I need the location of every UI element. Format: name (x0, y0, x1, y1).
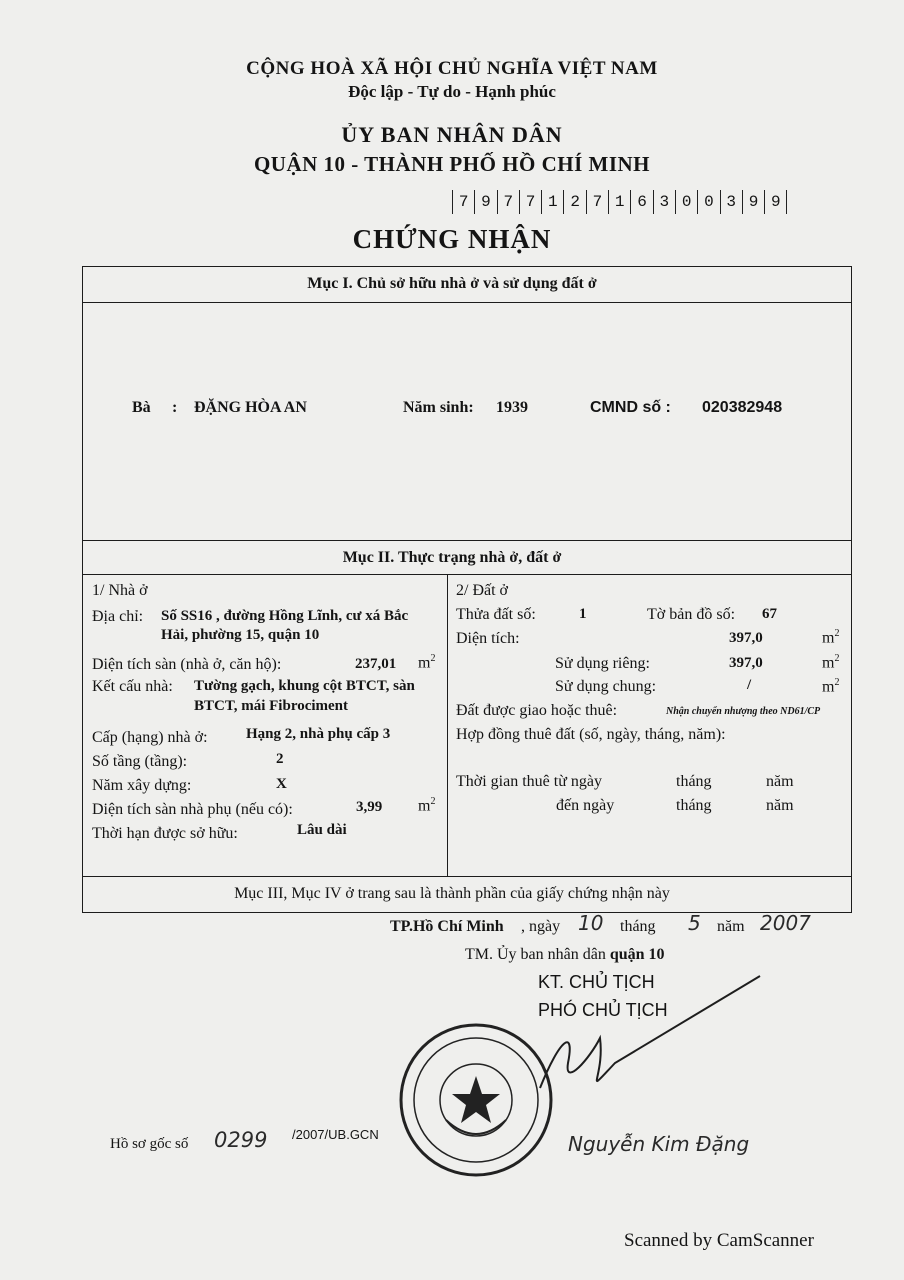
private-use-value: 397,0 (729, 655, 763, 671)
district-header: QUẬN 10 - THÀNH PHỐ HỒ CHÍ MINH (253, 152, 651, 176)
signer-name: Nguyễn Kim Đặng (568, 1132, 750, 1156)
scanner-watermark: Scanned by CamScanner (624, 1230, 814, 1251)
address-line1: Số SS16 , đường Hồng Lĩnh, cư xá Bắc (161, 608, 409, 624)
house-title: 1/ Nhà ở (92, 582, 148, 599)
serial-digit: 9 (765, 190, 787, 214)
map-label: Tờ bản đồ số: (647, 606, 736, 623)
unit-m: m (822, 678, 835, 696)
grade-value: Hạng 2, nhà phụ cấp 3 (246, 726, 391, 742)
allocation-label: Đất được giao hoặc thuê: (456, 702, 618, 719)
land-area-value: 397,0 (729, 630, 763, 646)
signer-role2: PHÓ CHỦ TỊCH (538, 1000, 668, 1020)
term-value: Lâu dài (297, 822, 347, 838)
unit-exp: 2 (834, 653, 840, 664)
land-area-label: Diện tích: (456, 630, 520, 647)
serial-digit: 7 (587, 190, 609, 214)
lease-from-year: năm (766, 773, 794, 790)
shared-use-value: / (747, 677, 752, 693)
divider-line (82, 574, 852, 575)
shared-use-unit (822, 677, 839, 696)
signer-org-prefix: TM. Ủy ban nhân dân (465, 946, 606, 963)
plot-label: Thửa đất số: (456, 606, 536, 623)
column-divider (447, 574, 448, 876)
serial-digit: 9 (475, 190, 497, 214)
floors-label: Số tầng (tầng): (92, 753, 188, 770)
lease-to-year: năm (766, 797, 794, 814)
file-label: Hồ sơ gốc số (110, 1136, 189, 1152)
month-value: 5 (688, 911, 701, 935)
official-seal-icon (396, 1020, 556, 1180)
serial-digit: 1 (542, 190, 564, 214)
grade-label: Cấp (hạng) nhà ở: (92, 729, 208, 746)
unit-m: m (418, 797, 431, 815)
plot-value: 1 (579, 606, 587, 622)
birth-year: 1939 (496, 399, 528, 416)
serial-digit: 6 (631, 190, 653, 214)
unit-exp: 2 (430, 796, 436, 807)
lease-from-month: tháng (676, 773, 712, 790)
serial-number (452, 190, 787, 214)
land-area-unit (822, 628, 839, 647)
serial-digit: 3 (721, 190, 743, 214)
document-title: CHỨNG NHẬN (352, 224, 552, 254)
motto: Độc lập - Tự do - Hạnh phúc (348, 82, 556, 101)
signature-scribble (520, 968, 770, 1118)
birth-label: Năm sinh: (403, 399, 474, 416)
country-header: CỘNG HOÀ XÃ HỘI CHỦ NGHĨA VIỆT NAM (246, 58, 658, 79)
serial-digit: 0 (676, 190, 698, 214)
year-built-label: Năm xây dựng: (92, 777, 192, 794)
lease-from-label: Thời gian thuê từ ngày (456, 773, 602, 790)
unit-exp: 2 (834, 677, 840, 688)
id-label: CMND số : (590, 399, 671, 416)
owner-colon: : (172, 399, 178, 416)
signer-org-name: quận 10 (609, 946, 665, 963)
aux-area-label: Diện tích sàn nhà phụ (nếu có): (92, 801, 293, 818)
divider-line (82, 876, 852, 877)
address-label: Địa chỉ: (92, 608, 144, 625)
aux-area-value: 3,99 (356, 799, 383, 815)
serial-digit: 7 (520, 190, 542, 214)
private-use-label: Sử dụng riêng: (555, 655, 650, 672)
section2-heading: Mục II. Thực trạng nhà ở, đất ở (342, 549, 562, 566)
aux-area-unit (418, 796, 435, 815)
unit-m: m (418, 654, 431, 672)
year-value: 2007 (760, 911, 811, 935)
serial-digit: 3 (654, 190, 676, 214)
owner-prefix: Bà (132, 399, 151, 416)
continuation-note: Mục III, Mục IV ở trang sau là thành phần của giấy chứng nhận này (234, 885, 670, 902)
unit-exp: 2 (430, 653, 436, 664)
unit-exp: 2 (834, 628, 840, 639)
issue-place: TP.Hồ Chí Minh (390, 918, 504, 935)
shared-use-label: Sử dụng chung: (555, 678, 657, 695)
serial-digit: 2 (564, 190, 586, 214)
address-line2: Hải, phường 15, quận 10 (161, 627, 320, 643)
private-use-unit (822, 653, 839, 672)
signer-org (465, 946, 665, 964)
month-label: tháng (620, 918, 656, 935)
serial-digit: 7 (498, 190, 520, 214)
lease-contract-label: Hợp đồng thuê đất (số, ngày, tháng, năm): (456, 726, 726, 743)
structure-label: Kết cấu nhà: (92, 678, 173, 695)
allocation-value: Nhận chuyển nhượng theo ND61/CP (666, 706, 821, 717)
file-suffix: /2007/UB.GCN (292, 1127, 379, 1142)
lease-to-label: đến ngày (556, 797, 615, 814)
floor-area-unit (418, 653, 435, 672)
floor-area-value: 237,01 (355, 656, 397, 672)
unit-m: m (822, 629, 835, 647)
owner-name: ĐẶNG HÒA AN (194, 399, 307, 416)
lease-to-month: tháng (676, 797, 712, 814)
serial-digit: 7 (453, 190, 475, 214)
map-value: 67 (762, 606, 777, 622)
signer-role1: KT. CHỦ TỊCH (538, 972, 655, 992)
day-value: 10 (578, 911, 604, 935)
divider-line (82, 540, 852, 541)
id-number: 020382948 (702, 399, 783, 416)
floor-area-label: Diện tích sàn (nhà ở, căn hộ): (92, 656, 282, 673)
file-number: 0299 (214, 1128, 268, 1152)
floors-value: 2 (276, 751, 284, 767)
structure-line1: Tường gạch, khung cột BTCT, sàn (194, 678, 415, 694)
term-label: Thời hạn được sở hữu: (92, 825, 238, 842)
structure-line2: BTCT, mái Fibrociment (194, 698, 349, 714)
divider-line (82, 302, 852, 303)
serial-digit: 1 (609, 190, 631, 214)
section1-heading: Mục I. Chủ sở hữu nhà ở và sử dụng đất ở (307, 275, 597, 292)
authority-header: ỦY BAN NHÂN DÂN (341, 122, 563, 147)
day-label: , ngày (521, 918, 561, 935)
land-title: 2/ Đất ở (456, 582, 509, 599)
unit-m: m (822, 654, 835, 672)
year-built-value: X (276, 776, 287, 792)
serial-digit: 9 (743, 190, 765, 214)
year-label: năm (717, 918, 745, 935)
serial-digit: 0 (698, 190, 720, 214)
